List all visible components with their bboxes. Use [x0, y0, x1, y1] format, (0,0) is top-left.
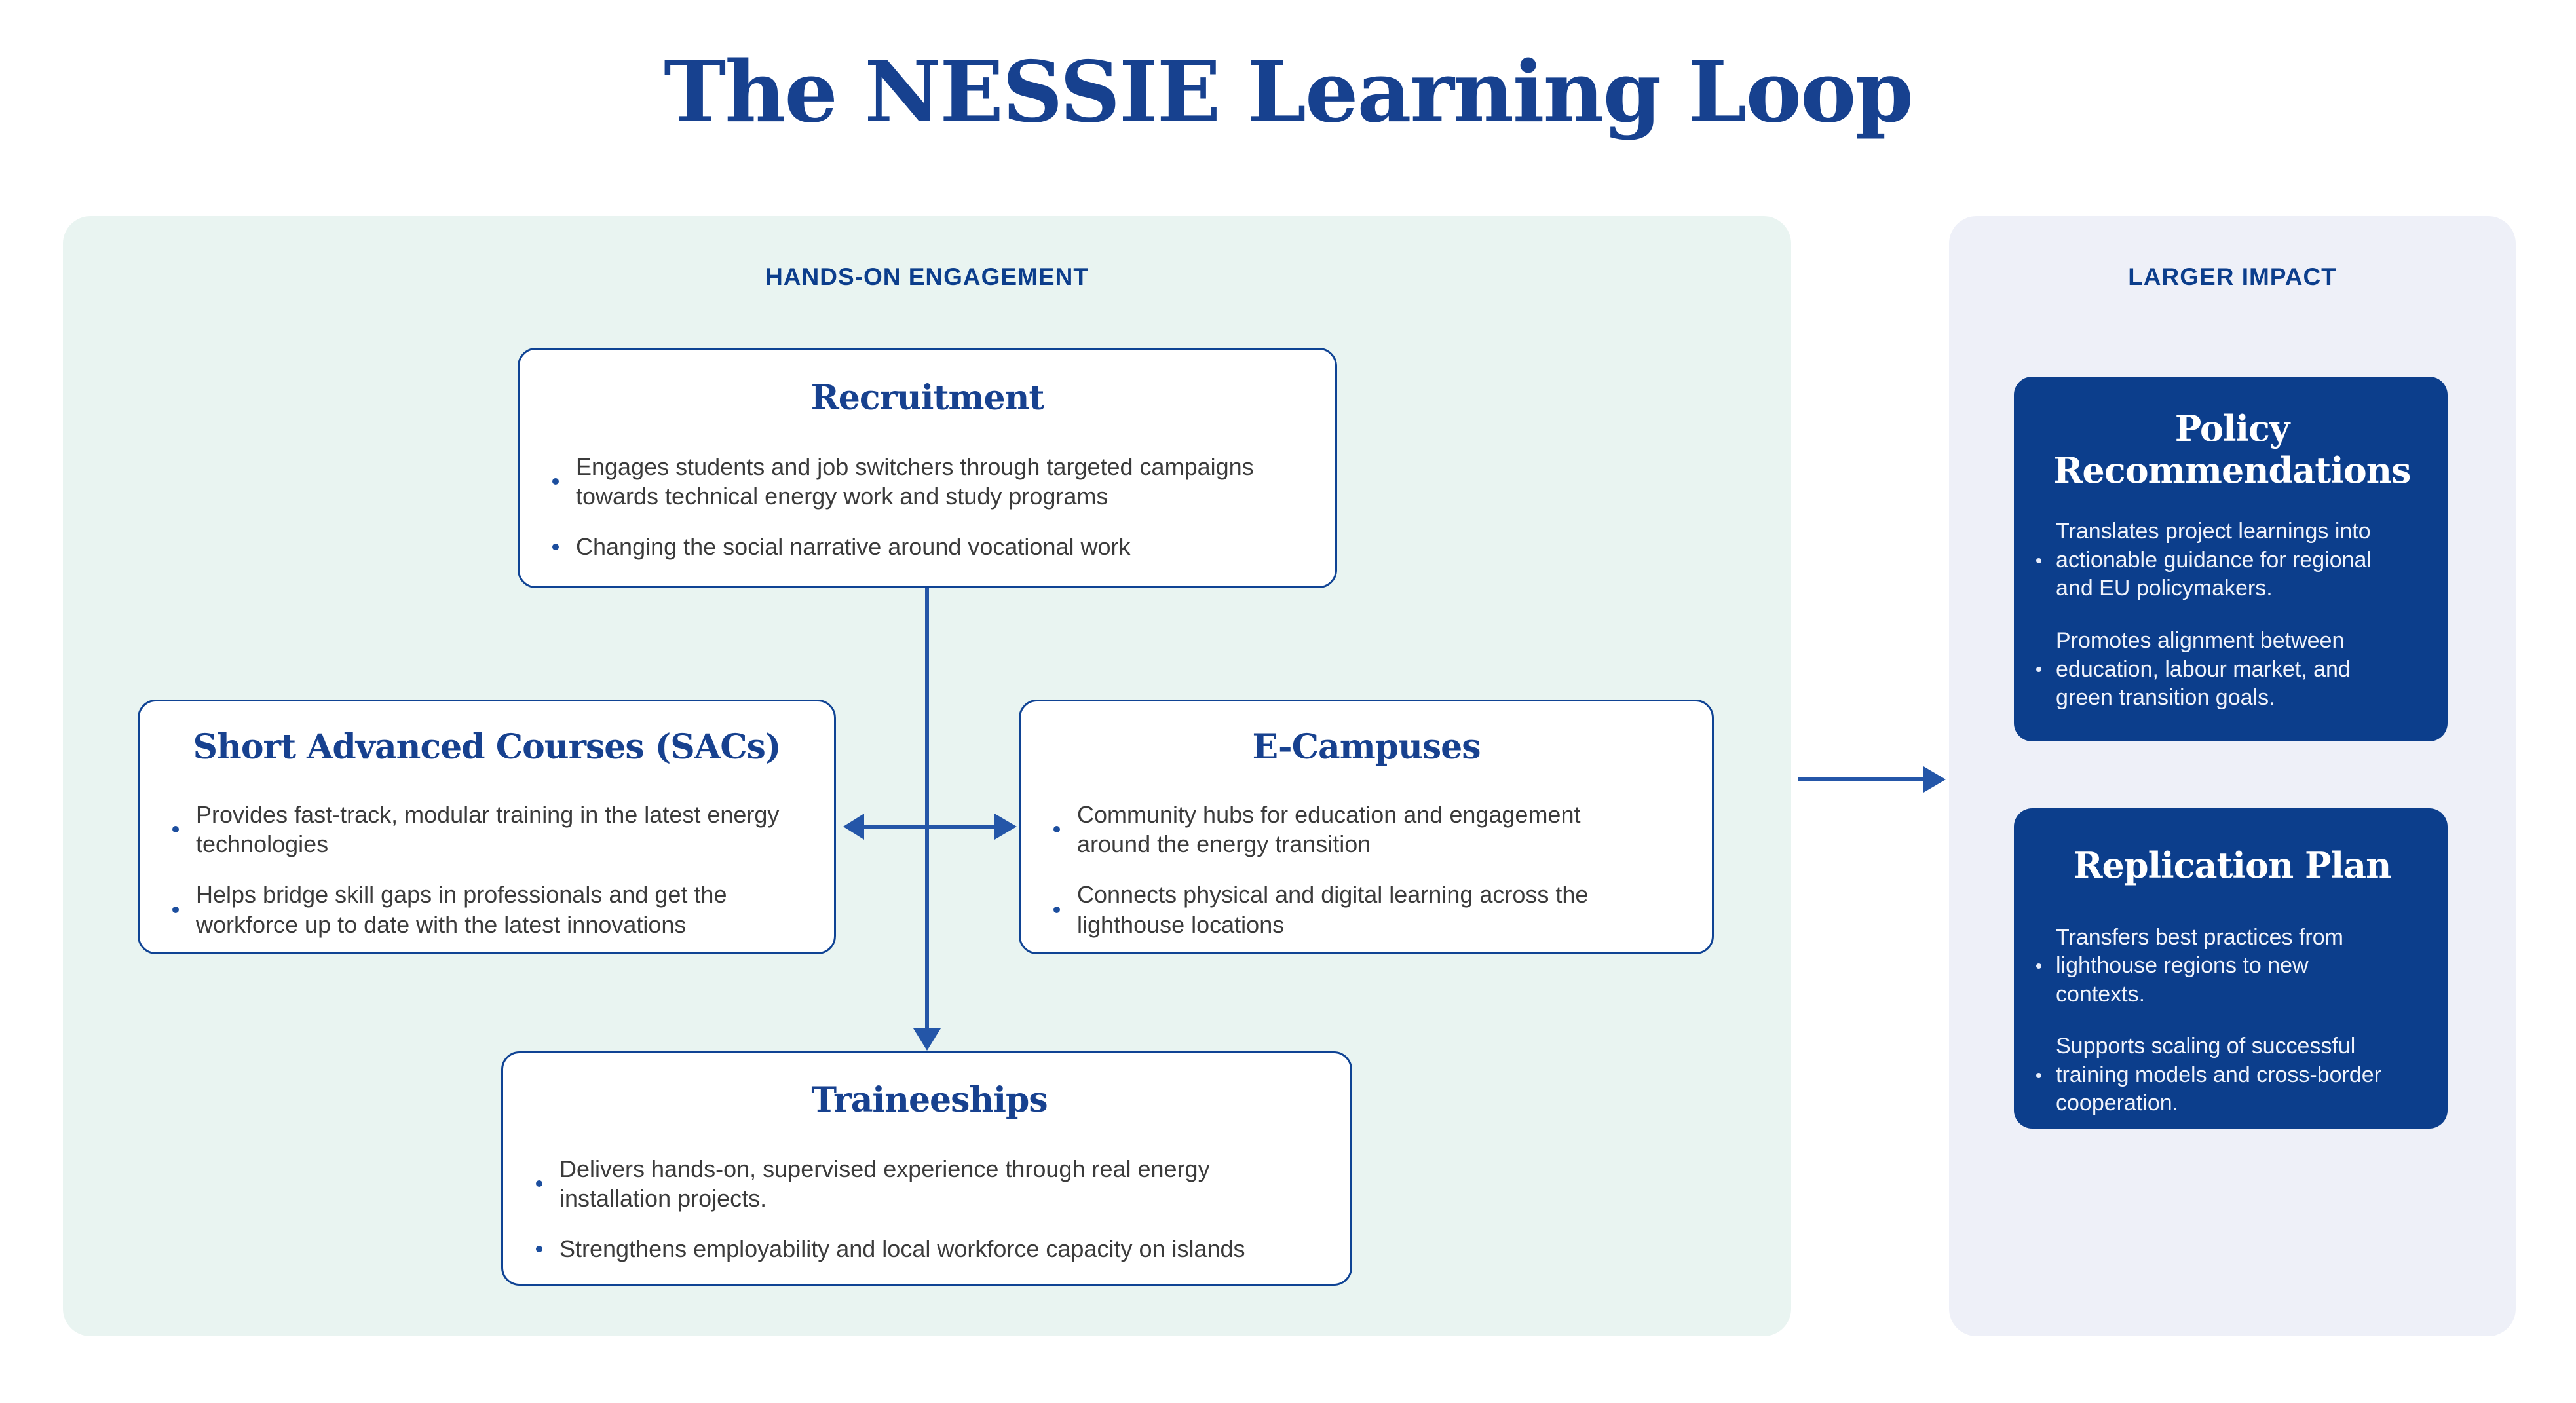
- list-item: [536, 1154, 1323, 1214]
- bullet-text: Changing the social narrative around vocational work: [576, 533, 1131, 561]
- ecampuses-title: E-Campuses: [1252, 727, 1481, 767]
- bullet-dot: [2036, 963, 2041, 969]
- list-item: [2036, 517, 2428, 603]
- arrow-head-left-icon: [843, 814, 864, 840]
- ecampuses-bullets: [1053, 800, 1679, 939]
- bullet-dot: [2036, 667, 2041, 672]
- bullet-dot: [536, 1180, 542, 1187]
- bullet-text: Engages students and job switchers through targeted campaigns towards technical energy work and study programs: [576, 453, 1254, 510]
- arrow-head-right-icon: [1923, 766, 1946, 793]
- arrow-line: [1798, 777, 1925, 781]
- list-item: [2036, 627, 2428, 713]
- sacs-bullets: [172, 800, 801, 939]
- bullet-dot: [536, 1246, 542, 1252]
- arrow-line: [925, 588, 929, 1031]
- right-panel-label: LARGER IMPACT: [2128, 263, 2337, 290]
- left-panel-label: HANDS-ON ENGAGEMENT: [765, 263, 1089, 290]
- traineeships-bullets: [536, 1154, 1323, 1264]
- list-item: [552, 532, 1302, 561]
- list-item: [536, 1234, 1323, 1263]
- list-item: [172, 880, 801, 939]
- recruitment-bullets: [552, 452, 1302, 562]
- sacs-title: Short Advanced Courses (SACs): [193, 727, 781, 767]
- bullet-dot: [1053, 907, 1060, 913]
- bullet-dot: [2036, 558, 2041, 563]
- bullet-text: Supports scaling of successful training models and cross-border cooperation.: [2056, 1034, 2382, 1116]
- bullet-text: Provides fast-track, modular training in the latest energy technologies: [196, 800, 780, 857]
- bullet-dot: [2036, 1073, 2041, 1078]
- replication-bullets: [2036, 924, 2428, 1118]
- bullet-text: Promotes alignment between education, labour market, and green transition goals.: [2056, 627, 2351, 711]
- bullet-dot: [1053, 826, 1060, 832]
- bullet-text: Strengthens employability and local workforce capacity on islands: [559, 1235, 1245, 1263]
- bullet-text: Delivers hands-on, supervised experience through real energy installation projects.: [559, 1155, 1210, 1212]
- bullet-dot: [172, 907, 179, 913]
- bullet-dot: [172, 826, 179, 832]
- larger-impact-panel: [1949, 216, 2516, 1336]
- arrow-head-right-icon: [994, 814, 1017, 840]
- list-item: [1053, 800, 1679, 859]
- bullet-text: Transfers best practices from lighthouse regions to new contexts.: [2056, 924, 2343, 1007]
- list-item: [1053, 880, 1679, 939]
- list-item: [2036, 924, 2428, 1009]
- policy-recommendations-box: [2014, 377, 2448, 741]
- hands-on-engagement-panel: [63, 216, 1791, 1336]
- policy-bullets: [2036, 517, 2428, 712]
- list-item: [172, 800, 801, 859]
- sacs-box: [138, 700, 836, 954]
- bullet-dot: [552, 478, 559, 485]
- ecampuses-box: [1019, 700, 1714, 954]
- list-item: [552, 452, 1302, 512]
- replication-plan-box: [2014, 808, 2448, 1129]
- list-item: [2036, 1032, 2428, 1118]
- bullet-dot: [552, 544, 559, 550]
- bullet-text: Helps bridge skill gaps in professionals and get the workforce up to date with the latest innovations: [196, 881, 727, 938]
- bullet-text: Connects physical and digital learning across the lighthouse locations: [1077, 881, 1589, 938]
- page-title: The NESSIE Learning Loop: [664, 43, 1912, 141]
- traineeships-box: [501, 1051, 1352, 1286]
- replication-title: Replication Plan: [2073, 844, 2391, 886]
- arrow-line: [862, 825, 998, 829]
- traineeships-title: Traineeships: [811, 1080, 1048, 1120]
- policy-title: Policy Recommendations: [2053, 407, 2411, 491]
- bullet-text: Community hubs for education and engagement around the energy transition: [1077, 800, 1581, 857]
- bullet-text: Translates project learnings into actionable guidance for regional and EU policymakers.: [2056, 519, 2372, 601]
- recruitment-title: Recruitment: [810, 378, 1044, 418]
- arrow-head-down-icon: [913, 1028, 941, 1051]
- recruitment-box: [518, 348, 1337, 588]
